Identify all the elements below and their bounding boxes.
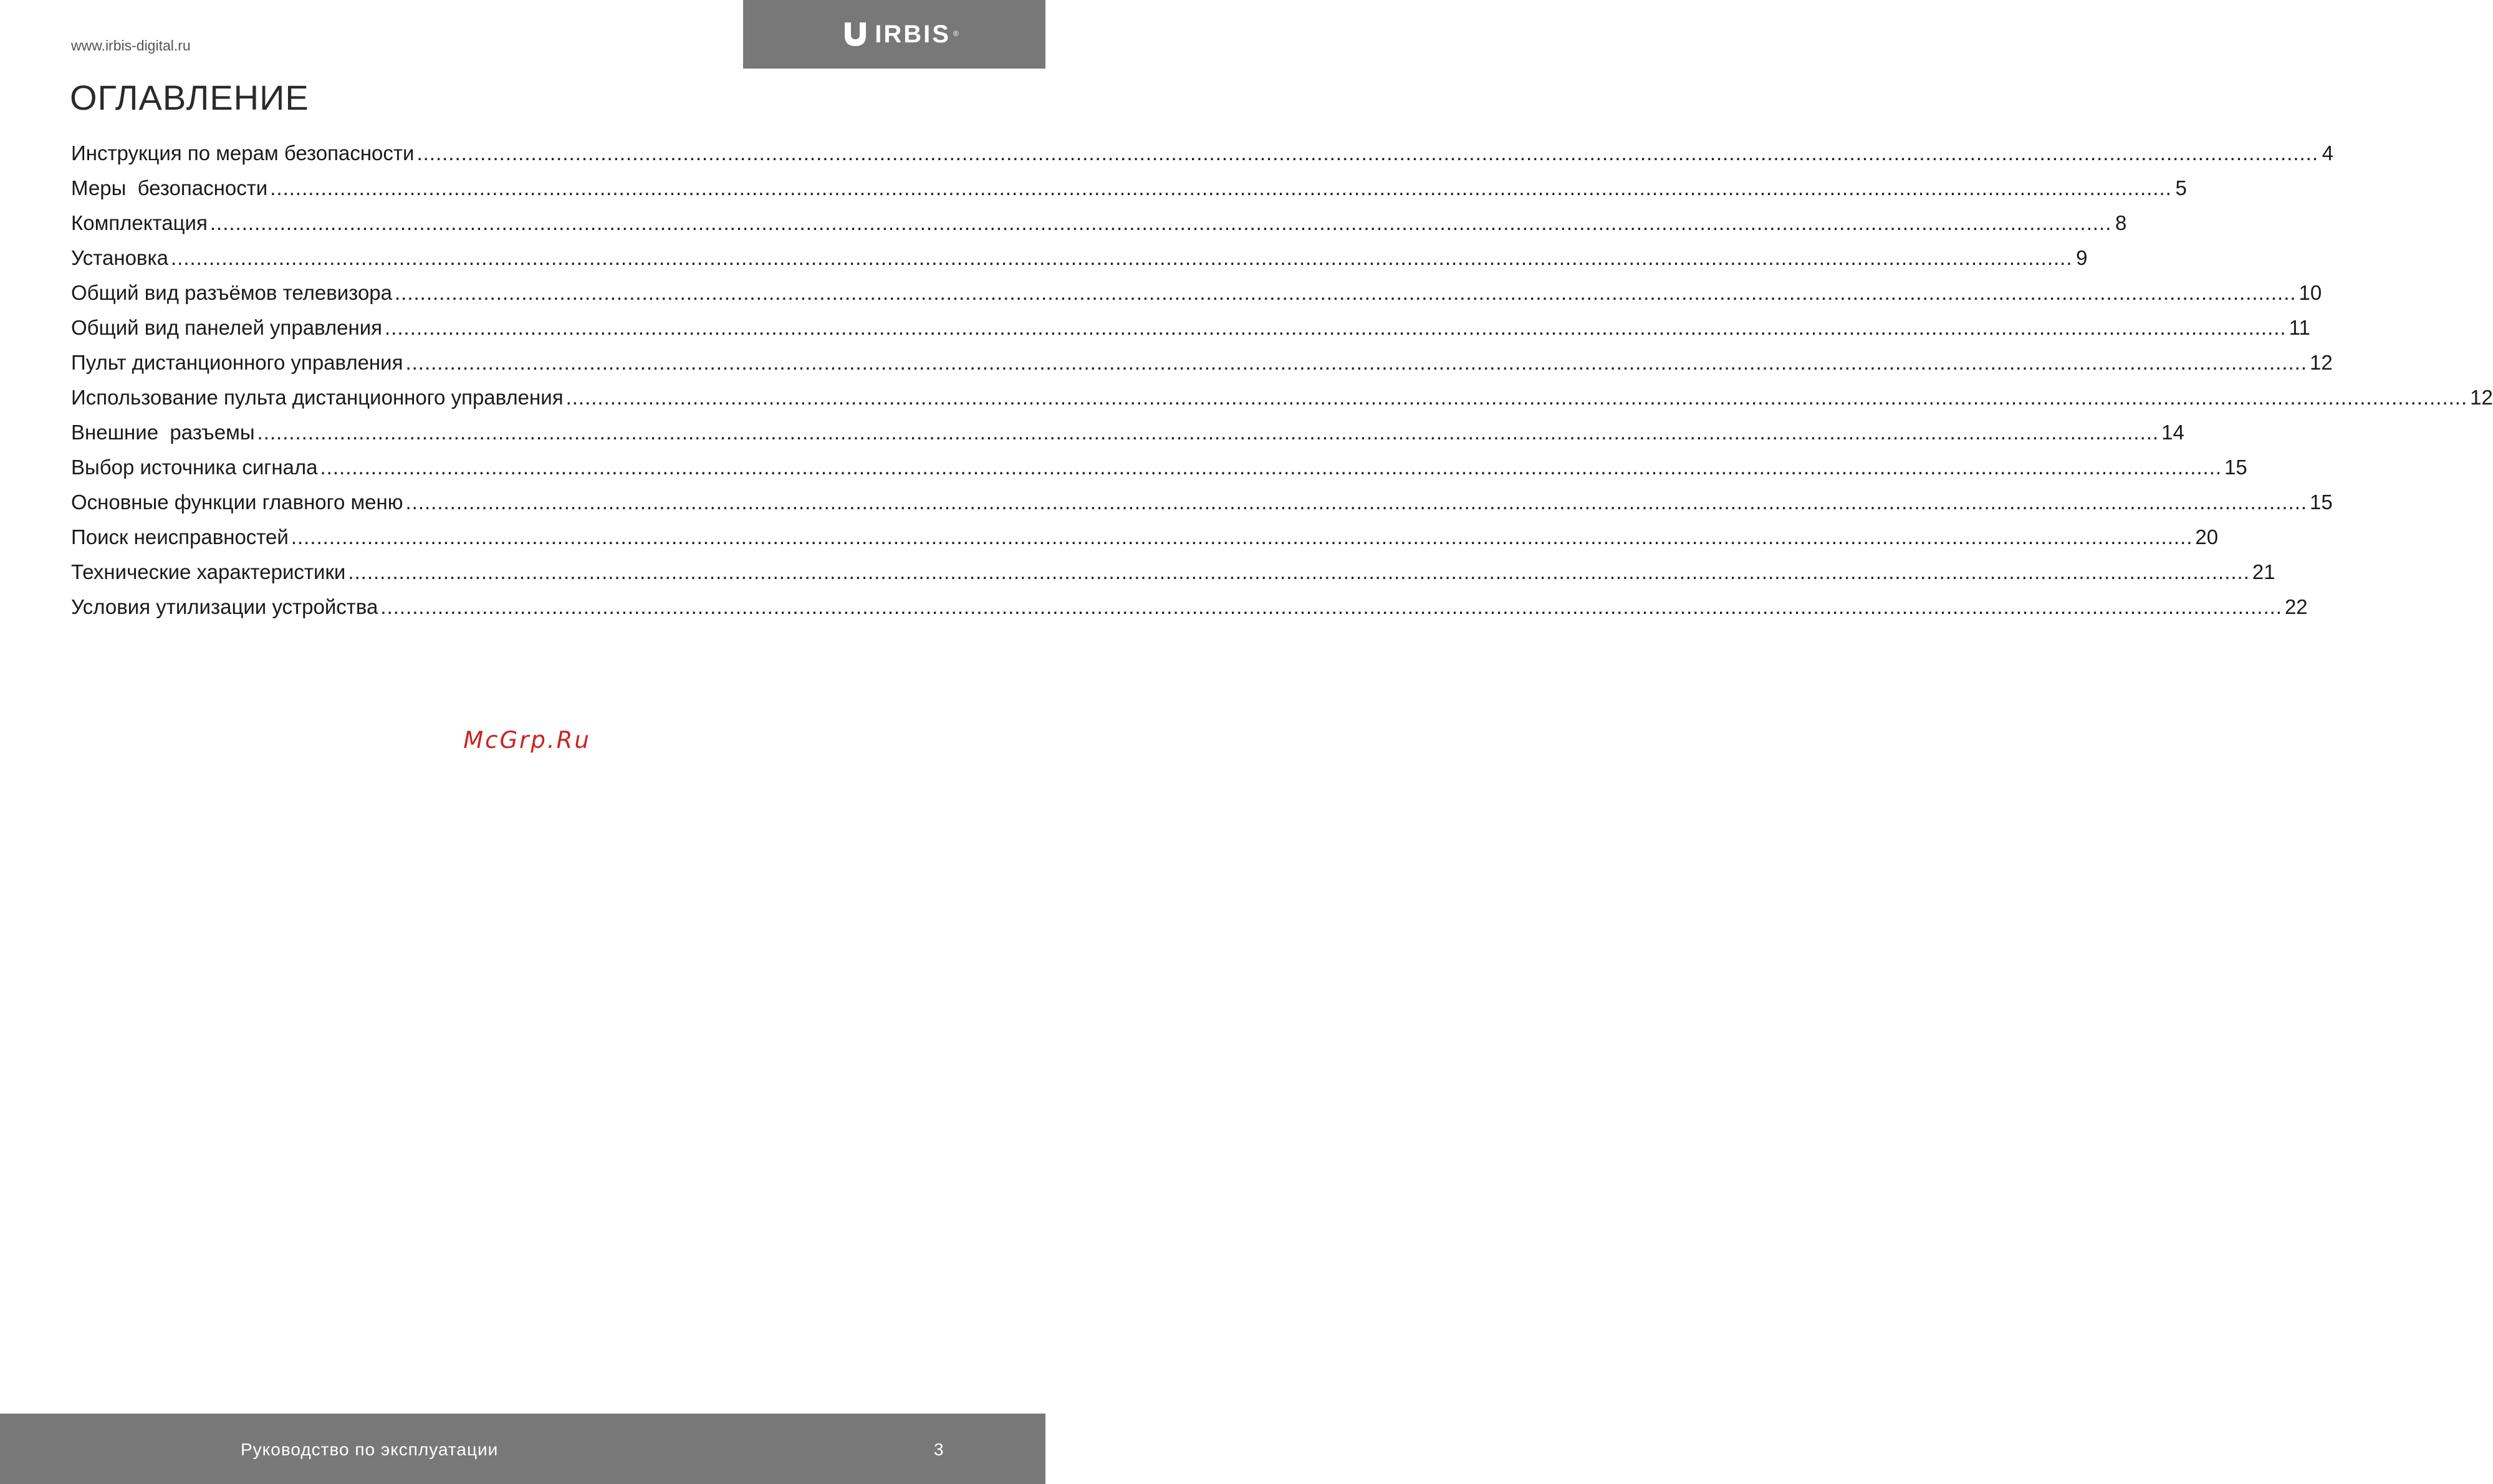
page-number: 3 [934,1440,944,1459]
footer-bar [0,1414,1045,1484]
brand-name: IRBIS [875,20,951,48]
toc-entry[interactable] [71,485,2333,520]
toc-leader-dots: ............................................................................................................................................................................................................................................................................................................ [405,351,2308,374]
table-of-contents [71,136,2493,625]
toc-entry-label: Условия утилизации устройства [71,595,378,618]
toc-entry-label: Меры безопасности [71,176,268,199]
watermark: McGrp.Ru [463,727,591,754]
toc-entry-page: 12 [2310,351,2333,374]
toc-entry[interactable] [71,171,2187,206]
toc-entry[interactable] [71,136,2334,171]
toc-leader-dots: ............................................................................................................................................................................................................................................................................................................ [385,316,2287,339]
toc-entry-label: Выбор источника сигнала [71,456,318,479]
site-url: www.irbis-digital.ru [71,37,191,54]
toc-entry-page: 20 [2195,525,2219,548]
toc-entry-label: Общий вид разъёмов телевизора [71,281,392,304]
toc-entry-page: 22 [2284,595,2308,618]
toc-entry-label: Инструкция по мерам безопасности [71,141,415,165]
toc-entry[interactable] [71,590,2308,625]
toc-entry[interactable] [71,206,2127,241]
toc-leader-dots: ............................................................................................................................................................................................................................................................................................................ [416,141,2319,165]
toc-entry-page: 5 [2175,176,2187,199]
toc-entry-page: 9 [2076,246,2088,269]
toc-entry[interactable] [71,520,2219,555]
toc-entry-label: Пульт дистанционного управления [71,351,403,374]
toc-leader-dots: ............................................................................................................................................................................................................................................................................................................ [209,211,2112,234]
toc-entry-page: 12 [2470,386,2493,409]
toc-entry-label: Основные функции главного меню [71,491,403,514]
toc-entry-page: 15 [2310,491,2333,514]
toc-entry-page: 8 [2115,211,2127,234]
toc-leader-dots: ............................................................................................................................................................................................................................................................................................................ [320,456,2222,479]
toc-leader-dots: ............................................................................................................................................................................................................................................................................................................ [348,560,2250,583]
brand-logo [842,21,959,49]
toc-entry[interactable] [71,380,2493,415]
toc-entry-label: Установка [71,246,168,269]
toc-entry-label: Поиск неисправностей [71,525,289,548]
toc-entry[interactable] [71,345,2333,380]
toc-leader-dots: ............................................................................................................................................................................................................................................................................................................ [565,386,2468,409]
brand-header [743,0,1045,69]
toc-entry-page: 21 [2252,560,2275,583]
irbis-shield-icon [842,21,868,48]
page-title: ОГЛАВЛЕНИЕ [70,78,309,117]
toc-entry-page: 11 [2289,316,2310,339]
toc-entry[interactable] [71,415,2184,450]
toc-leader-dots: ............................................................................................................................................................................................................................................................................................................ [395,281,2297,304]
toc-entry-page: 10 [2298,281,2322,304]
toc-entry[interactable] [71,275,2322,310]
registered-mark: ® [953,29,959,38]
toc-entry-label: Использование пульта дистанционного управления [71,386,564,409]
toc-entry[interactable] [71,555,2275,590]
toc-entry-label: Технические характеристики [71,560,346,583]
toc-entry-label: Внешние разъемы [71,421,255,444]
toc-entry-label: Комплектация [71,211,208,234]
toc-entry-page: 4 [2322,141,2334,165]
toc-leader-dots: ............................................................................................................................................................................................................................................................................................................ [257,421,2159,444]
toc-leader-dots: ............................................................................................................................................................................................................................................................................................................ [291,525,2193,548]
toc-entry[interactable] [71,241,2088,275]
toc-entry-label: Общий вид панелей управления [71,316,383,339]
toc-entry-page: 14 [2161,421,2184,444]
toc-leader-dots: ............................................................................................................................................................................................................................................................................................................ [380,595,2282,618]
toc-leader-dots: ............................................................................................................................................................................................................................................................................................................ [270,176,2172,199]
toc-leader-dots: ............................................................................................................................................................................................................................................................................................................ [405,491,2308,514]
footer-title: Руководство по эксплуатации [241,1440,499,1459]
toc-leader-dots: ............................................................................................................................................................................................................................................................................................................ [170,246,2073,269]
toc-entry[interactable] [71,450,2247,485]
toc-entry[interactable] [71,310,2310,345]
toc-entry-page: 15 [2224,456,2247,479]
